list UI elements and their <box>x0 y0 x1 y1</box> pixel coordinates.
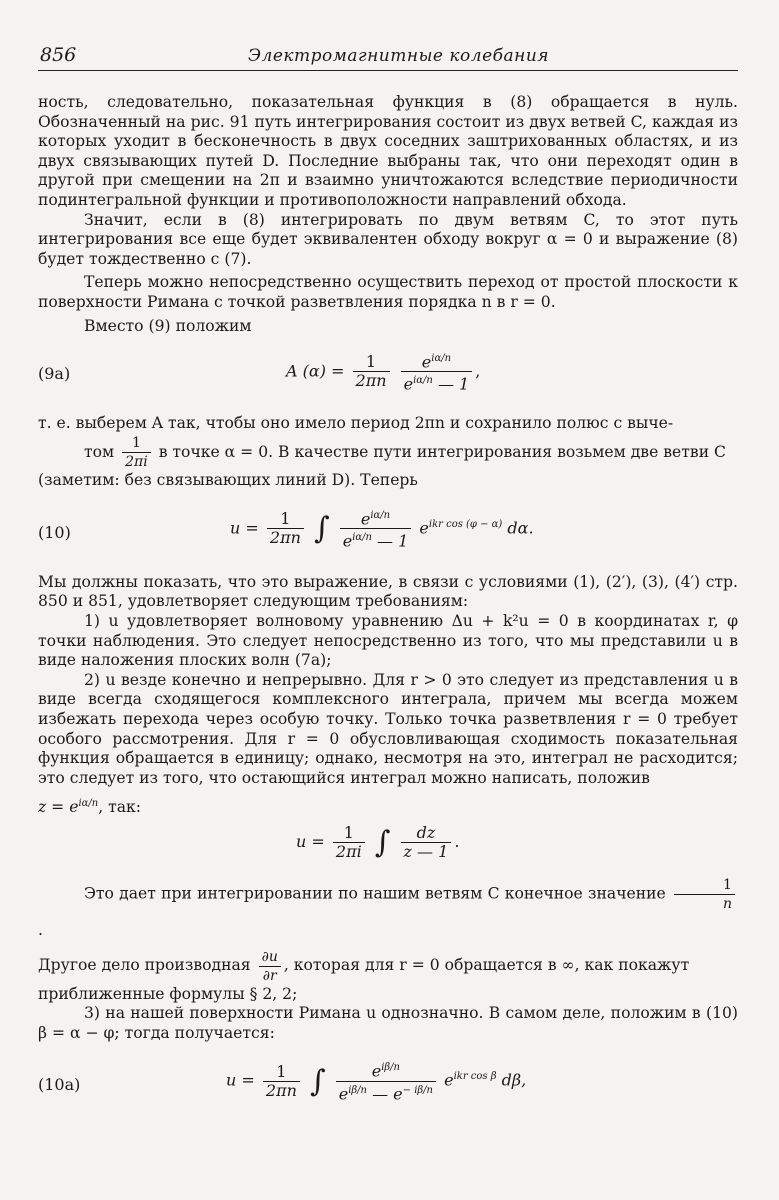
paragraph-8-tail: $z = e^{i\alpha/n}$, так: <box>38 798 142 817</box>
equation-10: (10) u = $\frac{1}{2\pi n}$ ∫ $\frac{e^{i\alpha/n}}{e^{i\alpha/n} — 1}$ $e^{ikr cos (\varphi - \alpha)}$ dα. <box>38 491 738 573</box>
equation-label: (10) <box>38 522 71 542</box>
paragraph-5c: (заметим: без связывающих линий D). Теперь <box>38 471 418 490</box>
paragraph-2: Значит, если в (8) интегрировать по двум ветвям C, то этот путь интегрирования все еще будет эквивалентен обходу вокруг α = 0 и выражение (8) будет тождественно с (7). <box>38 210 738 268</box>
paragraph-3: Теперь можно непосредственно осуществить переход от простой плоскости к поверхности Римана с точкой разветвления порядка n в r = 0. <box>38 273 738 311</box>
eq-coef-fraction: $\frac{1}{2\pi n}$ <box>353 353 390 390</box>
running-title: Электромагнитные колебания <box>248 46 550 66</box>
paragraph-7: 1) u удовлетворяет волновому уравнению Δu + k²u = 0 в координатах r, φ точки наблюдения. Это следует непосредственно из того, что мы представили u в виде наложения плоских волн (7а); <box>38 612 738 670</box>
paragraph-4: Вместо (9) положим <box>84 316 252 335</box>
equation-label: (10a) <box>38 1075 81 1095</box>
paragraph-10b: приближенные формулы § 2, 2; <box>38 984 298 1003</box>
paragraph-10: Другое дело производная $\frac{\partial u}{\partial r}$ , которая для r = 0 обращается в ∞, как покажут <box>38 948 690 984</box>
paragraph-5a: т. е. выберем A так, чтобы оно имело период 2πn и сохранило полюс с выче- <box>38 414 674 433</box>
paragraph-8: 2) u везде конечно и непрерывно. Для r > 0 это следует из представления u в виде всегда сходящегося комплексного интеграла, причем мы всегда можем избежать перехода через особую точку. Только точка разветвления r = 0 требует особого рассмотрения. Для r = 0 обусловливающая сходимость показательная функция обращается в единицу; однако, несмотря на это, интеграл не расходится; это следует из того, что остающийся интеграл можно написать, положив <box>38 670 738 787</box>
eq-main-fraction: $\frac{e^{i\alpha/n}}{e^{i\alpha/n} — 1}$ <box>401 350 473 394</box>
equation-9a: (9a) A (α) = $\frac{1}{2\pi n}$ $\frac{e^{i\alpha/n}}{e^{i\alpha/n} — 1}$ , <box>38 336 738 414</box>
page-number: 856 <box>40 44 77 66</box>
residue-fraction: $\frac{1}{2\pi i}$ <box>122 434 151 471</box>
paragraph-5b: том $\frac{1}{2\pi i}$ в точке α = 0. В качестве пути интегрирования возьмем две ветви C <box>84 435 726 471</box>
equation-label: (9a) <box>38 364 71 384</box>
page <box>38 40 738 1123</box>
paragraph-1: ность, следовательно, показательная функция в (8) обращается в нуль. Обозначенный на рис. 91 путь интегрирования состоит из двух ветвей C, каждая из которых уходит в бесконечность в двух соседних заштрихованных областях, и из двух связывающих путей D. Последние выбраны так, что они переходят один в другой при смещении на 2π и взаимно уничтожаются вследствие периодичности подинтегральной функции и противоположности направлений обхода. <box>38 93 738 209</box>
paragraph-9: Это дает при интегрировании по нашим ветвям C конечное значение $\frac{1}{n}$ . <box>38 876 738 947</box>
page-header <box>38 40 738 71</box>
equation-integral: u = $\frac{1}{2\pi i}$ ∫ $\frac{dz}{z — 1}$ . <box>296 823 460 862</box>
eq-lhs: A (α) = <box>286 361 345 381</box>
integral-sign: ∫ <box>313 511 330 547</box>
equation-10a: (10a) u = $\frac{1}{2\pi n}$ ∫ $\frac{e^{i\beta/n}}{e^{i\beta/n} — e^{- i\beta/n}}$ $e^{ikr cos \beta}$ dβ, <box>38 1043 738 1123</box>
paragraph-11: 3) на нашей поверхности Римана u однозначно. В самом деле, положим в (10) β = α − φ; тогда получается: <box>38 1004 738 1042</box>
paragraph-6: Мы должны показать, что это выражение, в связи с условиями (1), (2′), (3), (4′) стр. 850 и 851, удовлетворяет следующим требованиям: <box>38 572 738 611</box>
